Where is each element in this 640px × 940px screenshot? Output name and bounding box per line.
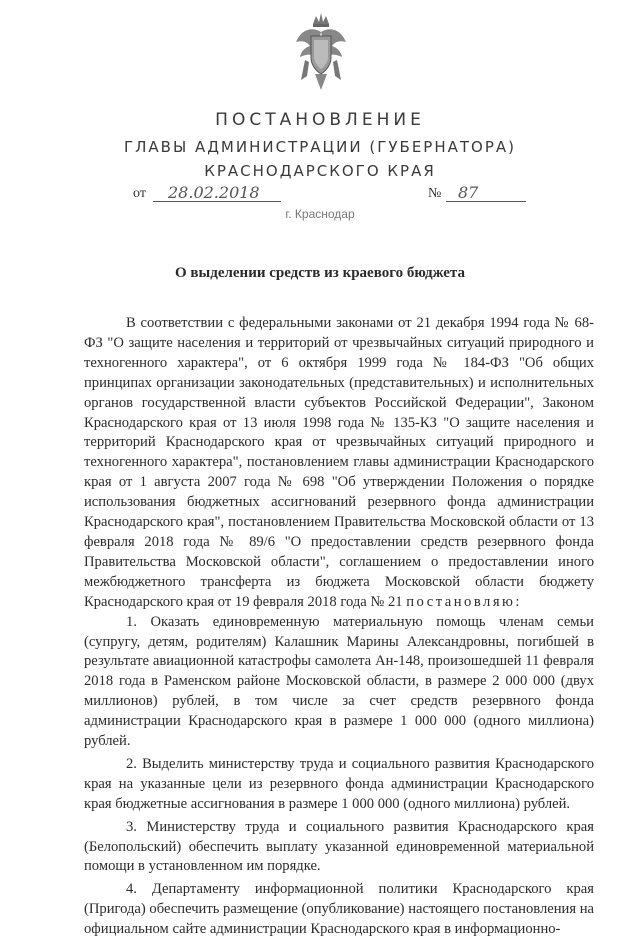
coat-of-arms-icon [293, 10, 349, 92]
date-value: 28.02.2018 [168, 183, 260, 202]
item-1-paragraph: 1. Оказать единовременную материальную помощь членам семьи (супругу, детям, родителям) Калашник Марины Александровны, погибшей в результате авиационной катастрофы самолета Ан-148, произошедшей 11 февраля 2018 года в Раменском районе Московской области, в размере 2 000 000 (двух миллионов) рублей, в том числе за счет средств резервного фонда администрации Краснодарского края в размере 1 000 000 (одного миллиона) рублей. [84, 613, 594, 750]
region-title: КРАСНОДАРСКОГО КРАЯ [204, 162, 436, 180]
document-body [84, 314, 594, 940]
item-3-paragraph: 3. Министерству труда и социального развития Краснодарского края (Белопольский) обеспечить выплату указанной единовременной материальной помощи в установленном им порядке. [84, 818, 594, 875]
date-label: от [133, 186, 146, 201]
number-label: № [428, 186, 442, 201]
preamble-paragraph [84, 314, 594, 613]
document-type-title: ПОСТАНОВЛЕНИЕ [215, 110, 425, 130]
resolve-word: постановляю: [406, 593, 522, 610]
issuer-title: ГЛАВЫ АДМИНИСТРАЦИИ (ГУБЕРНАТОРА) [123, 138, 517, 156]
item-2-paragraph: 2. Выделить министерству труда и социального развития Краснодарского края на указанные цели из резервного фонда администрации Краснодарского края бюджетные ассигнования в размере 1 000 000 (одного миллиона) рублей. [84, 755, 594, 812]
city-label: г. Краснодар [285, 207, 355, 221]
preamble-text: В соответствии с федеральными законами от 21 декабря 1994 года № 68-ФЗ "О защите населения и территорий от чрезвычайных ситуаций природного и техногенного характера", от 6 октября 1999 года № 184-ФЗ "Об общих принципах организации законодательных (представительных) и исполнительных органов государственной власти субъектов Российской Федерации", Законом Краснодарского края от 13 июля 1998 года № 135-КЗ "О защите населения и территорий Краснодарского края от чрезвычайных ситуаций природного и техногенного характера", постановлением главы администрации Краснодарского края от 1 августа 2007 года № 698 "Об утверждении Положения о порядке использования бюджетных ассигнований резервного фонда администрации Краснодарского края", постановлением Правительства Московской области от 13 февраля 2018 года № 89/6 "О предоставлении средств резервного фонда Правительства Московской области", соглашением о предоставлении иного межбюджетного трансферта из бюджета Московской области бюджету Краснодарского края от 19 февраля 2018 года № 21 [84, 315, 594, 610]
item-4-paragraph: 4. Департаменту информационной политики Краснодарского края (Пригода) обеспечить размещение (опубликование) настоящего постановления на официальном сайте администрации Краснодарского края в информационно- [84, 881, 594, 938]
document-subject: О выделении средств из краевого бюджета [175, 265, 465, 281]
number-value: 87 [458, 183, 479, 202]
